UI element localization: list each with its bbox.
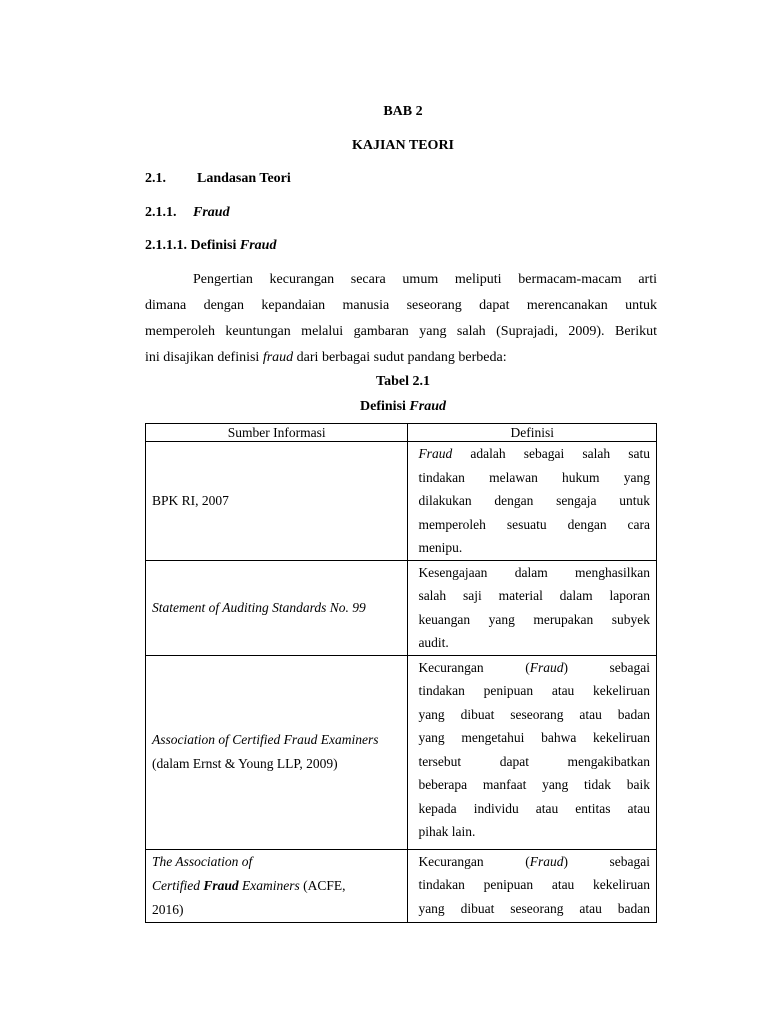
row-2-def-line-1: Kesengajaan dalam menghasilkan xyxy=(418,564,650,580)
section-2-1-1-number: 2.1.1. xyxy=(145,205,177,220)
row-1-def-line-4: memperoleh sesuatu dengan cara xyxy=(418,516,650,532)
paragraph-line-4 xyxy=(145,345,657,371)
header-definition: Definisi xyxy=(408,424,657,442)
row-3-def-line-3: yang dibuat seseorang atau badan xyxy=(418,706,650,722)
paragraph-line-4-b: dari berbagai sudut pandang berbeda: xyxy=(296,350,507,365)
chapter-title: KAJIAN TEORI xyxy=(351,138,455,153)
row-3-def-first-a: Kecurangan ( xyxy=(418,659,530,675)
section-2-1-number: 2.1. xyxy=(145,171,166,186)
paragraph-line-4-italic: fraud xyxy=(262,350,294,365)
fraud-definition-table xyxy=(145,423,657,923)
row-1-def-line-1 xyxy=(418,442,650,466)
section-2-1-1-1-title: Definisi xyxy=(190,238,237,253)
row-4-source-b: Fraud xyxy=(203,877,239,893)
table-row xyxy=(146,655,657,849)
row-2-def-line-3: keuangan yang merupakan subyek xyxy=(418,611,650,627)
table-row xyxy=(146,849,657,922)
row-2-def-line-4: audit. xyxy=(418,635,449,650)
row-3-def-line-5: tersebut dapat mengakibatkan xyxy=(418,753,650,769)
row-4-source-line-1 xyxy=(152,850,401,874)
row-4-source-line-2 xyxy=(152,874,401,898)
row-3-def-line-4: yang mengetahui bahwa kekeliruan xyxy=(418,730,650,745)
table-row xyxy=(146,560,657,655)
row-4-source-d: (ACFE, xyxy=(303,877,346,893)
header-source: Sumber Informasi xyxy=(146,424,408,442)
row-3-def-first-italic: Fraud xyxy=(529,659,564,675)
row-1-def-italic: Fraud xyxy=(418,446,453,461)
row-2-def-line-2: salah saji material dalam laporan xyxy=(418,588,650,603)
row-1-def-line-5: menipu. xyxy=(418,540,463,555)
row-3-def-line-7: kepada individu atau entitas atau xyxy=(418,800,650,816)
table-caption-title-italic: Fraud xyxy=(409,399,446,414)
paragraph-line-4-a: ini disajikan definisi xyxy=(145,350,260,365)
row-4-definition xyxy=(408,849,657,922)
row-4-def-first-italic: Fraud xyxy=(529,853,564,869)
table-caption-title-text: Definisi xyxy=(360,399,406,414)
row-4-def-line-1 xyxy=(418,850,650,874)
row-1-def-line-1-text: adalah sebagai salah satu xyxy=(470,446,650,461)
row-2-source xyxy=(146,560,408,655)
row-1-def-line-2: tindakan melawan hukum yang xyxy=(418,469,650,485)
row-4-source-line-3: 2016) xyxy=(152,901,184,917)
row-3-source-plain: (dalam Ernst & Young LLP, 2009) xyxy=(152,756,338,771)
row-1-def-line-3: dilakukan dengan sengaja untuk xyxy=(418,493,650,508)
row-4-source-a: Certified xyxy=(152,877,200,893)
section-2-1-1-title xyxy=(193,205,230,221)
table-row xyxy=(146,442,657,561)
row-2-definition xyxy=(408,560,657,655)
paragraph-line-2: dimana dengan kepandaian manusia seseorang dapat merencanakan untuk xyxy=(145,298,657,313)
row-4-source-c: Examiners xyxy=(242,877,300,893)
table-caption-title xyxy=(0,399,768,415)
chapter-number: BAB 2 xyxy=(383,104,423,119)
row-1-definition xyxy=(408,442,657,561)
row-4-source xyxy=(146,849,408,922)
paragraph-line-1 xyxy=(145,267,657,293)
row-3-source-italic: Association of Certified Fraud Examiners xyxy=(152,732,379,747)
row-3-def-line-2: tindakan penipuan atau kekeliruan xyxy=(418,683,650,698)
section-2-1-1-1-heading xyxy=(145,238,276,254)
row-2-source-text: Statement of Auditing Standards No. 99 xyxy=(152,599,366,615)
table-caption-label: Tabel 2.1 xyxy=(376,374,430,389)
row-4-def-line-2: tindakan penipuan atau kekeliruan xyxy=(418,877,650,892)
row-1-source: BPK RI, 2007 xyxy=(146,442,408,561)
row-3-def-line-8: pihak lain. xyxy=(418,824,476,839)
row-4-def-line-3: yang dibuat seseorang atau badan xyxy=(418,900,650,916)
paragraph-line-3: memperoleh keuntungan melalui gambaran yang salah (Suprajadi, 2009). Berikut xyxy=(145,324,657,339)
row-3-definition xyxy=(408,655,657,849)
row-3-source xyxy=(146,655,408,849)
section-2-1-1-1-title-italic: Fraud xyxy=(239,238,277,253)
row-4-source-line-1-text: The Association of xyxy=(152,853,253,869)
section-2-1-1-1-number: 2.1.1.1. xyxy=(145,238,187,253)
row-3-def-line-1 xyxy=(418,656,650,680)
table-header-row xyxy=(146,424,657,442)
row-4-def-first-b: ) sebagai xyxy=(563,853,650,869)
section-2-1-title: Landasan Teori xyxy=(197,171,291,186)
row-3-def-first-b: ) sebagai xyxy=(563,659,650,675)
paragraph-line-1-text: Pengertian kecurangan secara umum meliputi bermacam-macam arti xyxy=(193,272,657,287)
body-paragraph xyxy=(145,267,657,371)
section-2-1-1-title-text: Fraud xyxy=(193,205,230,220)
row-4-def-first-a: Kecurangan ( xyxy=(418,853,530,869)
row-3-def-line-6: beberapa manfaat yang tidak baik xyxy=(418,777,650,792)
